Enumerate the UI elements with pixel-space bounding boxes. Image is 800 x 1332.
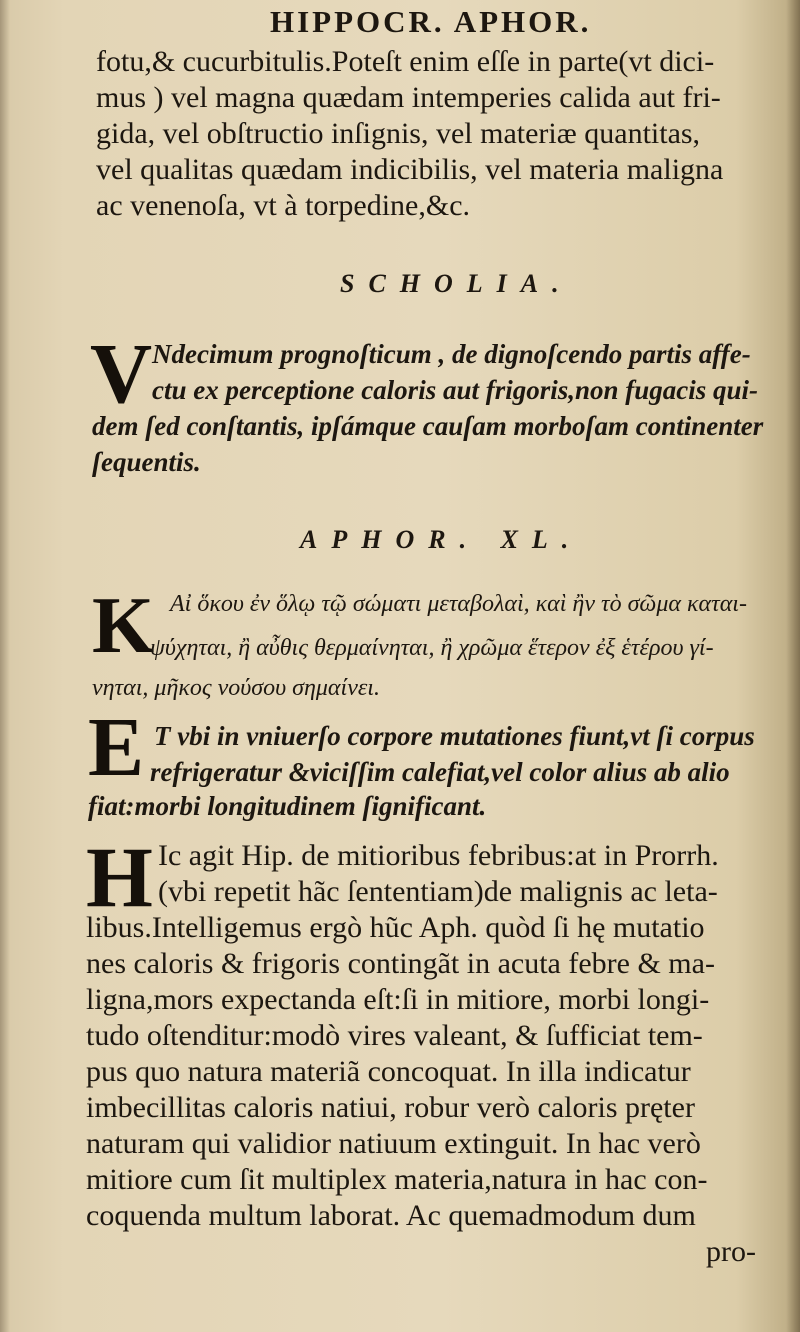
greek-line: νηται, μῆκος νούσου σημαίνει.: [92, 675, 380, 701]
greek-line: Αἰ ὅκου ἐν ὅλῳ τῷ σώματι μεταβολαὶ, καὶ ἢν τὸ σῶμα καται-: [170, 591, 747, 617]
drop-cap-k: K: [92, 582, 155, 670]
text-line: gida, vel obſtructio inſignis, vel materiæ quantitas,: [96, 117, 701, 150]
commentary-line: imbecillitas caloris natiui, robur verò caloris pręter: [86, 1091, 695, 1124]
drop-cap-h: H: [86, 829, 153, 925]
text-line: ac venenoſa, vt à torpedine,&c.: [96, 189, 471, 222]
scholia-line: dem ſed conſtantis, ipſámque cauſam morboſam continenter: [92, 411, 764, 441]
drop-cap-v: V: [90, 325, 153, 421]
commentary-line: libus.Intelligemus ergò hũc Aph. quòd ſi hę mutatio: [86, 911, 705, 944]
page-right-shadow: [786, 0, 800, 1332]
text-line: vel qualitas quædam indicibilis, vel materia maligna: [96, 153, 724, 186]
commentary-line: coquenda multum laborat. Ac quemadmodum dum: [86, 1199, 696, 1232]
commentary-line: naturam qui validior natiuum extinguit. In hac verò: [86, 1127, 701, 1160]
commentary-line: (vbi repetit hãc ſententiam)de malignis ac leta-: [158, 875, 718, 908]
text-line: fotu,& cucurbitulis.Poteſt enim eſſe in parte(vt dici-: [96, 45, 715, 78]
commentary-line: mitiore cum ſit multiplex materia,natura in hac con-: [86, 1163, 708, 1196]
commentary-line: ligna,mors expectanda eſt:ſi in mitiore, morbi longi-: [86, 983, 710, 1016]
scholia-line: ſequentis.: [92, 447, 201, 477]
commentary-line: Ic agit Hip. de mitioribus febribus:at in Prorrh.: [158, 839, 719, 872]
scholia-heading: SCHOLIA.: [340, 269, 573, 298]
text-line: mus ) vel magna quædam intemperies calida aut fri-: [96, 81, 721, 114]
scholia-line: Ndecimum prognoſticum , de dignoſcendo partis affe-: [152, 339, 751, 369]
latin-line: fiat:morbi longitudinem ſignificant.: [88, 791, 487, 821]
latin-line: T vbi in vniuerſo corpore mutationes fiunt,vt ſi corpus: [154, 721, 755, 751]
commentary-line: nes caloris & frigoris contingãt in acuta febre & ma-: [86, 947, 715, 980]
aphorism-heading: APHOR. XL.: [300, 525, 583, 554]
running-header: HIPPOCR. APHOR.: [270, 4, 592, 39]
catchword: pro-: [706, 1235, 756, 1268]
greek-line: ψύχηται, ἢ αὖθις θερμαίνηται, ἢ χρῶμα ἕτερον ἐξ ἑτέρου γί-: [150, 635, 714, 661]
scholia-line: ctu ex perceptione caloris aut frigoris,non fugacis qui-: [152, 375, 759, 405]
page-left-shadow: [0, 0, 10, 1332]
drop-cap-e: E: [88, 701, 145, 794]
commentary-line: tudo oſtenditur:modò vires valeant, & ſufficiat tem-: [86, 1019, 703, 1052]
commentary-line: pus quo natura materiã concoquat. In illa indicatur: [86, 1055, 691, 1088]
latin-line: refrigeratur &viciſſim calefiat,vel color alius ab alio: [150, 757, 730, 787]
